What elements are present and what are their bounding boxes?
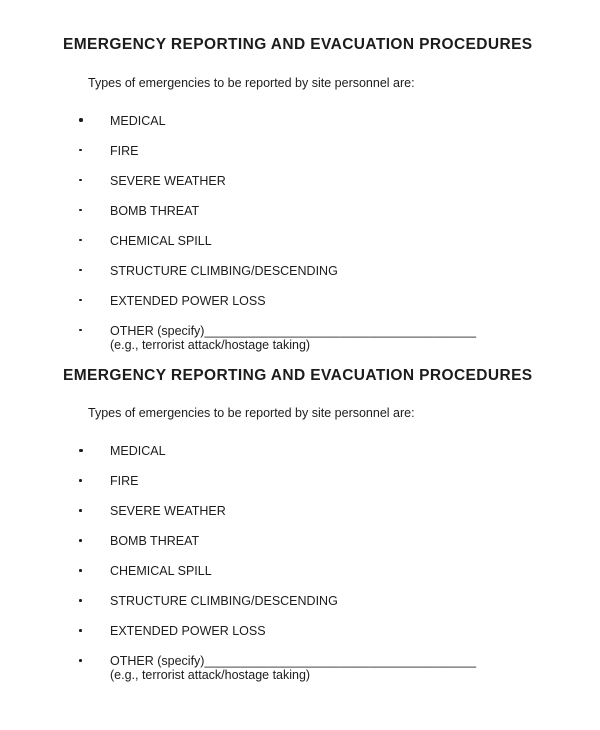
other-item-body	[110, 654, 476, 682]
list-item-other	[78, 654, 600, 682]
bullet-icon	[78, 624, 110, 638]
list-item-label: CHEMICAL SPILL	[110, 564, 212, 578]
section-intro: Types of emergencies to be reported by site personnel are:	[88, 75, 415, 90]
bullet-icon	[78, 534, 110, 548]
list-item-label: BOMB THREAT	[110, 203, 200, 218]
bullet-icon	[78, 474, 110, 488]
other-item-label: OTHER (specify)	[110, 654, 205, 668]
bullet-icon	[78, 564, 110, 578]
list-item-other	[78, 324, 600, 352]
bullet-icon	[78, 174, 110, 188]
procedures-section-2	[0, 368, 600, 683]
bullet-icon	[78, 444, 110, 458]
list-item-label: STRUCTURE CLIMBING/DESCENDING	[110, 263, 338, 278]
bullet-icon	[78, 324, 110, 338]
list-item	[78, 294, 600, 308]
list-item	[78, 444, 600, 458]
bullet-icon	[78, 504, 110, 518]
list-item	[78, 204, 600, 218]
list-item	[78, 264, 600, 278]
list-item	[78, 624, 600, 638]
emergency-list	[0, 114, 600, 352]
list-item-label: SEVERE WEATHER	[110, 504, 226, 518]
procedures-section-1	[0, 37, 600, 352]
other-item-note: (e.g., terrorist attack/hostage taking)	[110, 337, 311, 352]
list-item	[78, 474, 600, 488]
list-item-label: STRUCTURE CLIMBING/DESCENDING	[110, 594, 338, 608]
bullet-icon	[78, 654, 110, 668]
bullet-icon	[78, 114, 110, 128]
list-item-label: MEDICAL	[110, 113, 166, 128]
other-item-note: (e.g., terrorist attack/hostage taking)	[110, 668, 311, 682]
fill-in-blank-line: ______________________________________	[204, 654, 477, 668]
emergency-list	[0, 444, 600, 682]
list-item	[78, 594, 600, 608]
bullet-icon	[78, 264, 110, 278]
bullet-icon	[78, 204, 110, 218]
section-intro: Types of emergencies to be reported by site personnel are:	[88, 406, 415, 420]
section-title: EMERGENCY REPORTING AND EVACUATION PROCEDURES	[63, 366, 533, 384]
list-item	[78, 174, 600, 188]
fill-in-blank-line: ______________________________________	[204, 323, 477, 338]
bullet-icon	[78, 234, 110, 248]
list-item-label: FIRE	[110, 474, 139, 488]
list-item	[78, 144, 600, 158]
list-item	[78, 534, 600, 548]
bullet-icon	[78, 144, 110, 158]
list-item-label: EXTENDED POWER LOSS	[110, 624, 266, 638]
list-item-label: BOMB THREAT	[110, 534, 200, 548]
other-item-body	[110, 324, 476, 352]
list-item	[78, 564, 600, 578]
list-item	[78, 234, 600, 248]
list-item	[78, 114, 600, 128]
list-item-label: SEVERE WEATHER	[110, 173, 226, 188]
list-item	[78, 504, 600, 518]
list-item-label: CHEMICAL SPILL	[110, 233, 212, 248]
bullet-icon	[78, 594, 110, 608]
bullet-icon	[78, 294, 110, 308]
other-item-label: OTHER (specify)	[110, 323, 205, 338]
list-item-label: EXTENDED POWER LOSS	[110, 293, 266, 308]
list-item-label: MEDICAL	[110, 444, 166, 458]
section-title: EMERGENCY REPORTING AND EVACUATION PROCEDURES	[63, 36, 533, 53]
list-item-label: FIRE	[110, 143, 139, 158]
